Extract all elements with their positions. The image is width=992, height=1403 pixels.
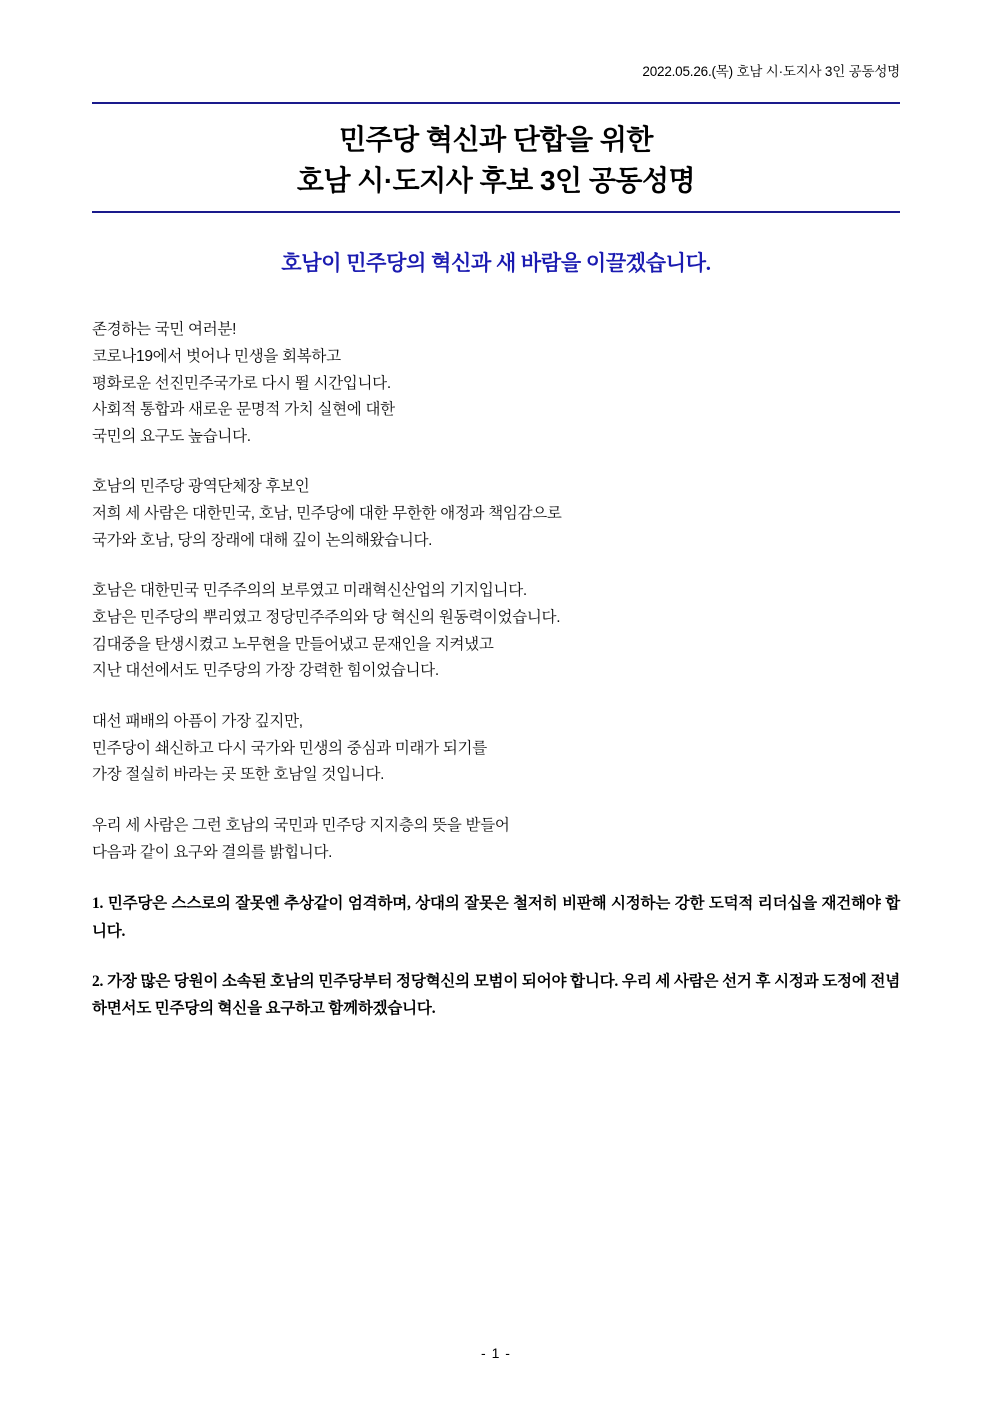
page-number: - 1 - bbox=[481, 1345, 511, 1361]
paragraph-line: 평화로운 선진민주국가로 다시 뛸 시간입니다. bbox=[92, 374, 391, 392]
paragraph-line: 국민의 요구도 높습니다. bbox=[92, 427, 251, 445]
title-line-2: 호남 시·도지사 후보 3인 공동성명 bbox=[296, 164, 696, 196]
paragraph-line: 사회적 통합과 새로운 문명적 가치 실현에 대한 bbox=[92, 401, 395, 419]
paragraph-1 bbox=[92, 317, 900, 450]
paragraph-line: 다음과 같이 요구와 결의를 밝힙니다. bbox=[92, 843, 333, 861]
paragraph-line: 저희 세 사람은 대한민국, 호남, 민주당에 대한 무한한 애정과 책임감으로 bbox=[92, 505, 562, 523]
paragraph-line: 지난 대선에서도 민주당의 가장 강력한 힘이었습니다. bbox=[92, 662, 439, 680]
paragraph-line: 코로나19에서 벗어나 민생을 회복하고 bbox=[92, 347, 341, 365]
paragraph-line: 국가와 호남, 당의 장래에 대해 깊이 논의해왔습니다. bbox=[92, 531, 433, 549]
document-body bbox=[92, 317, 900, 1022]
paragraph-line: 김대중을 탄생시켰고 노무현을 만들어냈고 문재인을 지켜냈고 bbox=[92, 635, 494, 653]
paragraph-line: 호남은 민주당의 뿌리였고 정당민주주의와 당 혁신의 원동력이었습니다. bbox=[92, 609, 561, 627]
paragraph-line: 호남의 민주당 광역단체장 후보인 bbox=[92, 478, 310, 496]
page-title bbox=[92, 104, 900, 211]
document-header-meta: 2022.05.26.(목) 호남 시·도지사 3인 공동성명 bbox=[642, 64, 900, 79]
paragraph-5 bbox=[92, 813, 900, 866]
paragraph-2 bbox=[92, 474, 900, 554]
paragraph-line: 대선 패배의 아픔이 가장 깊지만, bbox=[92, 713, 303, 731]
paragraph-line: 우리 세 사람은 그런 호남의 국민과 민주당 지지층의 뜻을 받들어 bbox=[92, 817, 510, 835]
document-subtitle: 호남이 민주당의 혁신과 새 바람을 이끌겠습니다. bbox=[281, 251, 711, 276]
demand-item-1: 1. 민주당은 스스로의 잘못엔 추상같이 엄격하며, 상대의 잘못은 철저히 비판해 시정하는 강한 도덕적 리더십을 재건해야 합니다. bbox=[92, 895, 900, 940]
paragraph-line: 가장 절실히 바라는 곳 또한 호남일 것입니다. bbox=[92, 766, 385, 784]
title-line-1: 민주당 혁신과 단합을 위한 bbox=[339, 124, 653, 155]
paragraph-line: 존경하는 국민 여러분! bbox=[92, 321, 237, 339]
demand-item-2: 2. 가장 많은 당원이 소속된 호남의 민주당부터 정당혁신의 모범이 되어야 합니다. 우리 세 사람은 선거 후 시정과 도정에 전념하면서도 민주당의 혁신을 요구하고 함께하겠습니다. bbox=[92, 972, 900, 1018]
paragraph-line: 호남은 대한민국 민주주의의 보루였고 미래혁신산업의 기지입니다. bbox=[92, 582, 527, 600]
bottom-divider bbox=[92, 211, 900, 213]
paragraph-3 bbox=[92, 578, 900, 685]
paragraph-line: 민주당이 쇄신하고 다시 국가와 민생의 중심과 미래가 되기를 bbox=[92, 739, 487, 757]
paragraph-4 bbox=[92, 709, 900, 789]
